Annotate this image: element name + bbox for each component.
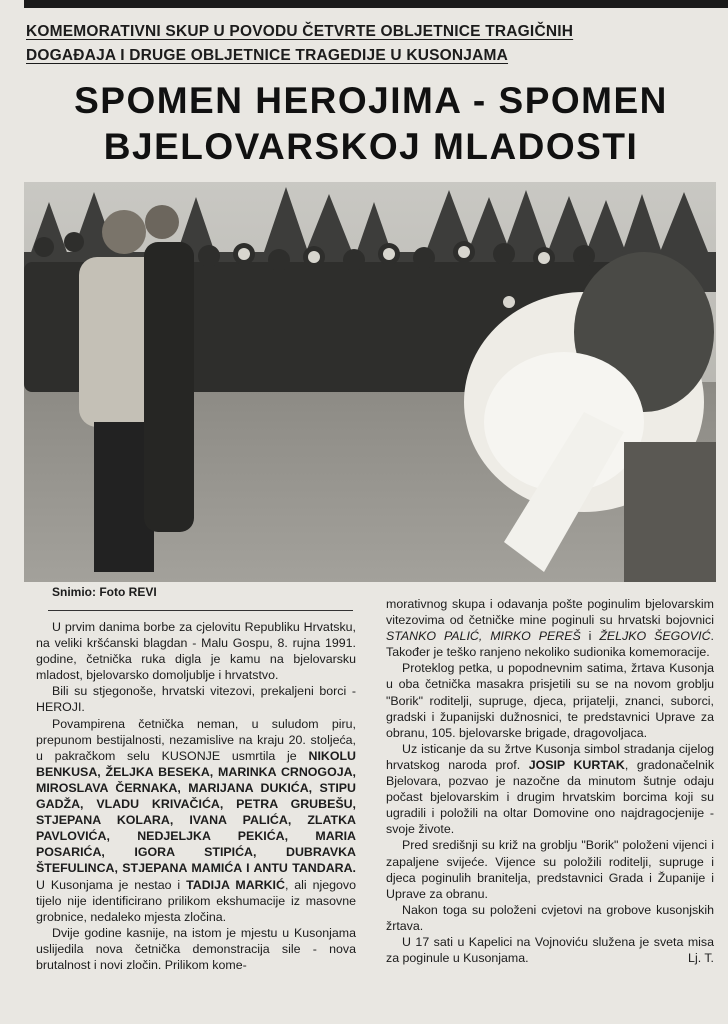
ceremony-photo [24, 182, 716, 582]
top-rule [24, 0, 728, 8]
paragraph: Dvije godine kasnije, na istom je mjestu u Kusonjama uslijedila nova četnička demonstracija sile - nova brutalnost i novi zločin. Prilikom kome- [36, 925, 356, 972]
ceremony-photo-illustration [24, 182, 716, 582]
soldier-names: STANKO PALIĆ, MIRKO PEREŠ [386, 629, 581, 644]
headline-line-1: SPOMEN HEROJIMA - SPOMEN [74, 80, 668, 121]
men-in-foreground [79, 205, 194, 572]
paragraph: U prvim danima borbe za cjelovitu Republiku Hrvatsku, na veliki kršćanski blagdan - Malu Gospu, 8. rujna 1991. godine, četnička ruka digla je kamu na bjelovarsku mladost, bjelovarsko domoljublje i hrvatstvo. [36, 620, 356, 683]
paragraph: Pred središnji su križ na groblju "Borik" položeni vijenci i zapaljene svijeće. Vijence su položili roditelji, supruge i djeca poginulih branitelja, predstavnici Grada i Županije i Uprave za obranu. [386, 838, 714, 901]
kicker-line-1: KOMEMORATIVNI SKUP U POVODU ČETVRTE OBLJETNICE TRAGIČNIH [26, 23, 574, 40]
article-left-column [36, 619, 356, 973]
paragraph: Proteklog petka, u popodnevnim satima, žrtava Kusonja u oba četnička masakra prisjetili su se na novom groblju "Borik" roditelji, supruge, djeca, prijatelji, znanci, suborci, gradski i županijski dužnosnici, te predstavnici Uprave za obranu, 105. bjelovarske brigade, dragovoljaca. [386, 661, 714, 740]
paragraph: Bili su stjegonoše, hrvatski vitezovi, prekaljeni borci - HEROJI. [36, 684, 356, 715]
headline [18, 78, 724, 170]
kicker [26, 20, 726, 68]
photo-credit: Snimio: Foto REVI [52, 585, 157, 599]
author-signature: Lj. T. [688, 951, 714, 966]
credit-rule [48, 610, 353, 611]
mayor-name: JOSIP KURTAK [528, 757, 625, 772]
paragraph: Nakon toga su položeni cvjetovi na grobove kusonjskih žrtava. [386, 902, 714, 933]
paragraph: U 17 sati u Kapelici na Vojnoviću služena je sveta misa za poginule u Kusonjama. Lj. T. [386, 934, 714, 966]
article-right-column [386, 596, 714, 966]
missing-person-name: TADIJA MARKIĆ [186, 877, 285, 892]
soldier-name: ŽELJKO ŠEGOVIĆ [599, 629, 711, 644]
headline-line-2: BJELOVARSKOJ MLADOSTI [103, 126, 639, 167]
paragraph: Uz isticanje da su žrtve Kusonja simbol stradanja cijelog hrvatskog naroda prof. JOSIP KURTAK, gradonačelnik Bjelovara, pozvao je nazočne da minutom šutnje odaju počast bjelovarskim i drugim hrvatskim borcima koji su ugradili i položili na oltar Domovine ono najdragocjenije - svoje živote. [386, 741, 715, 837]
paragraph: morativnog skupa i odavanja pošte poginulim bjelovarskim vitezovima od četničke mine poginuli su hrvatski bojovnici STANKO PALIĆ, MIRKO PEREŠ i ŽELJKO ŠEGOVIĆ. Također je teško ranjeno nekoliko sudionika komemoracije. [386, 597, 714, 660]
paragraph: Povampirena četnička neman, u suludom piru, prepunom bestijalnosti, nezamislive na kraju 20. stoljeća, u pakračkom selu KUSONJE usmrtila je NIKOLU BENKUSA, ŽELJKA BESEKA, MARINKA CRNOGOJA, MIROSLAVA ČERNAKA, MARIJANA DUKIĆA, STIPU GADŽA, VLADU KRIVAČIĆA, PETRA GRUBEŠU, STJEPANA KOLARA, IVANA PALIĆA, ZLATKA PAVLOVIĆA, NEDJELJKA PEKIĆA, MARIA POSARIĆA, IGORA STIPIĆA, DUBRAVKA ŠTEFULINCA, STJEPANA MAMIĆA I ANTU TANDARA. U Kusonjama je nestao i TADIJA MARKIĆ, ali njegovo tijelo nije identificirano prilikom ekshumacije iz masovne grobnice, nedaleko mjesta zločina. [36, 716, 356, 924]
victim-names: NIKOLU BENKUSA, ŽELJKA BESEKA, MARINKA CRNOGOJA, MIROSLAVA ČERNAKA, MARIJANA DUKIĆA, STIPU GADŽA, VLADU KRIVAČIĆA, PETRA GRUBEŠU, STJEPANA KOLARA, IVANA PALIĆA, ZLATKA PAVLOVIĆA, NEDJELJKA PEKIĆA, MARIA POSARIĆA, IGORA STIPIĆA, DUBRAVKA ŠTEFULINCA, STJEPANA MAMIĆA I ANTU TANDARA. [36, 748, 356, 876]
kicker-line-2: DOGAĐAJA I DRUGE OBLJETNICE TRAGEDIJE U KUSONJAMA [26, 47, 509, 64]
